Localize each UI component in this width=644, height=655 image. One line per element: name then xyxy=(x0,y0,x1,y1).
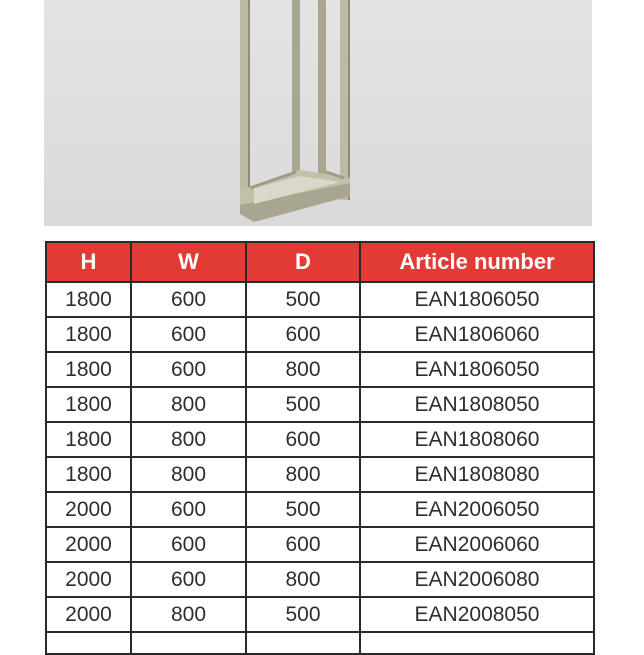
cell-depth: 500 xyxy=(246,492,360,527)
cell-depth: 800 xyxy=(246,562,360,597)
cell-article-number: EAN1806060 xyxy=(360,317,594,352)
cell-width: 600 xyxy=(131,282,246,317)
cell-article-number: EAN2006080 xyxy=(360,562,594,597)
table-row xyxy=(46,457,594,492)
cell-depth: 600 xyxy=(246,422,360,457)
cell-height: 1800 xyxy=(46,457,131,492)
cell-depth: 500 xyxy=(246,597,360,632)
cell-article-number: EAN2006050 xyxy=(360,492,594,527)
cell-empty xyxy=(246,632,360,654)
header-height: H xyxy=(46,242,131,282)
cell-depth: 800 xyxy=(246,352,360,387)
cell-width: 600 xyxy=(131,562,246,597)
cell-article-number: EAN1806050 xyxy=(360,352,594,387)
cell-width: 600 xyxy=(131,317,246,352)
cell-article-number: EAN2008050 xyxy=(360,597,594,632)
cell-depth: 500 xyxy=(246,387,360,422)
cell-article-number: EAN1806050 xyxy=(360,282,594,317)
table-row xyxy=(46,352,594,387)
table-row-partial xyxy=(46,632,594,654)
table-row xyxy=(46,527,594,562)
table-row xyxy=(46,387,594,422)
rack-frame-icon xyxy=(44,0,592,226)
cell-depth: 600 xyxy=(246,317,360,352)
product-photo xyxy=(44,0,592,226)
cell-empty xyxy=(360,632,594,654)
cell-height: 2000 xyxy=(46,492,131,527)
cell-article-number: EAN1808080 xyxy=(360,457,594,492)
cell-depth: 600 xyxy=(246,527,360,562)
table-row xyxy=(46,282,594,317)
spec-table xyxy=(45,241,595,655)
cell-article-number: EAN2006060 xyxy=(360,527,594,562)
cell-empty xyxy=(46,632,131,654)
cell-height: 2000 xyxy=(46,562,131,597)
cell-height: 2000 xyxy=(46,527,131,562)
header-width: W xyxy=(131,242,246,282)
cell-height: 1800 xyxy=(46,422,131,457)
header-article-number: Article number xyxy=(360,242,594,282)
cell-width: 600 xyxy=(131,352,246,387)
cell-depth: 800 xyxy=(246,457,360,492)
header-depth: D xyxy=(246,242,360,282)
cell-depth: 500 xyxy=(246,282,360,317)
cell-height: 1800 xyxy=(46,317,131,352)
cell-height: 1800 xyxy=(46,282,131,317)
table-row xyxy=(46,562,594,597)
cell-empty xyxy=(131,632,246,654)
cell-article-number: EAN1808050 xyxy=(360,387,594,422)
table-row xyxy=(46,422,594,457)
table-header-row xyxy=(46,242,594,282)
cell-height: 1800 xyxy=(46,387,131,422)
cell-width: 600 xyxy=(131,492,246,527)
cell-width: 800 xyxy=(131,457,246,492)
cell-article-number: EAN1808060 xyxy=(360,422,594,457)
cell-height: 2000 xyxy=(46,597,131,632)
cell-width: 600 xyxy=(131,527,246,562)
table-row xyxy=(46,317,594,352)
cell-width: 800 xyxy=(131,597,246,632)
table-row xyxy=(46,597,594,632)
cell-width: 800 xyxy=(131,422,246,457)
cell-width: 800 xyxy=(131,387,246,422)
cell-height: 1800 xyxy=(46,352,131,387)
table-row xyxy=(46,492,594,527)
